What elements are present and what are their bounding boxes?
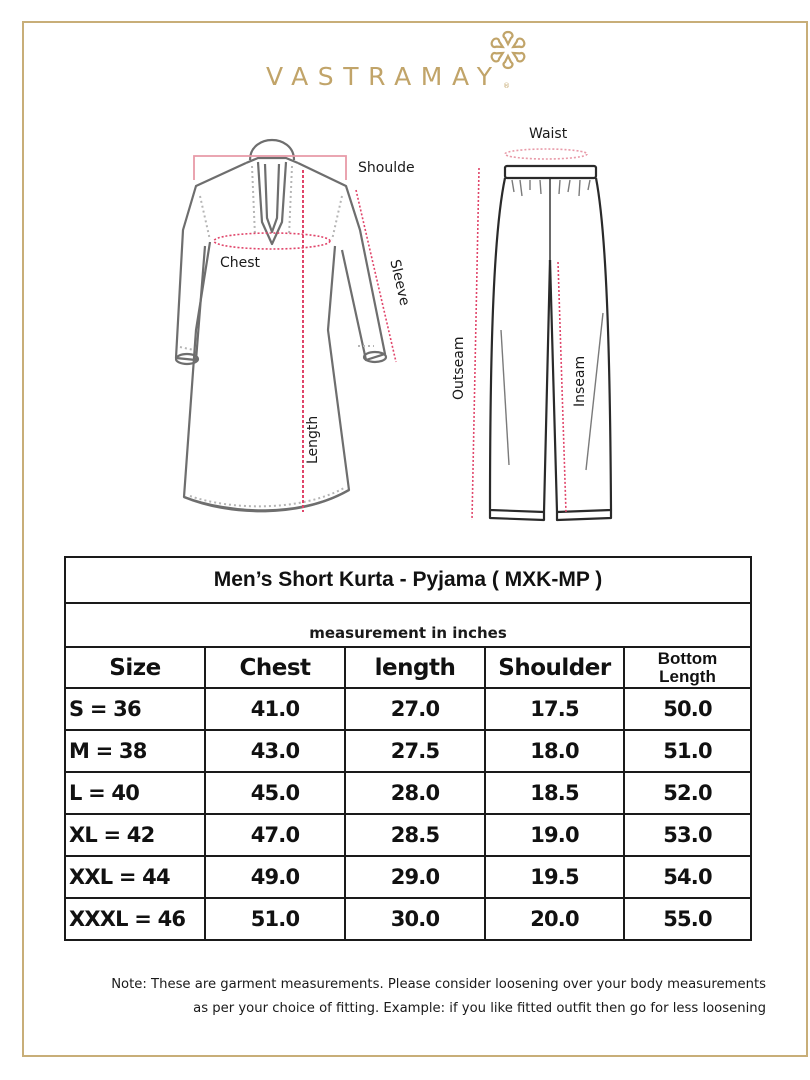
header-shoulder: Shoulder	[485, 647, 624, 688]
label-shoulder: Shoulde	[358, 160, 415, 176]
table-header-row	[65, 647, 751, 688]
header-length: length	[345, 647, 485, 688]
table-row	[65, 814, 751, 856]
table-title: Men’s Short Kurta - Pyjama ( MXK-MP )	[65, 557, 751, 603]
header-bottom-length-line2: Length	[659, 666, 716, 686]
cell-bottom-length: 53.0	[624, 814, 751, 856]
table-row	[65, 730, 751, 772]
label-chest: Chest	[220, 255, 261, 271]
cell-shoulder: 17.5	[485, 688, 624, 730]
brand-name: VASTRAMAY	[266, 62, 502, 91]
table-row	[65, 898, 751, 940]
cell-chest: 41.0	[205, 688, 345, 730]
cell-length: 28.0	[345, 772, 485, 814]
table-row	[65, 688, 751, 730]
cell-size: M = 38	[65, 730, 205, 772]
cell-bottom-length: 54.0	[624, 856, 751, 898]
table-title-row	[65, 557, 751, 603]
cell-chest: 47.0	[205, 814, 345, 856]
cell-chest: 49.0	[205, 856, 345, 898]
kurta-measure-lines	[194, 156, 396, 512]
header-size: Size	[65, 647, 205, 688]
label-inseam: Inseam	[572, 355, 588, 407]
header-chest: Chest	[205, 647, 345, 688]
note-line-2: as per your choice of fitting. Example: if you like fitted outfit then go for less loosening	[193, 1001, 766, 1016]
table-row	[65, 856, 751, 898]
kurta-illustration	[176, 140, 386, 511]
cell-shoulder: 18.0	[485, 730, 624, 772]
cell-size: XXL = 44	[65, 856, 205, 898]
cell-size: XL = 42	[65, 814, 205, 856]
cell-length: 30.0	[345, 898, 485, 940]
label-outseam: Outseam	[451, 336, 467, 400]
cell-size: XXXL = 46	[65, 898, 205, 940]
cell-chest: 45.0	[205, 772, 345, 814]
cell-size: S = 36	[65, 688, 205, 730]
registered-mark: ®	[503, 82, 510, 90]
table-subtitle: measurement in inches	[65, 603, 751, 647]
cell-length: 29.0	[345, 856, 485, 898]
cell-bottom-length: 50.0	[624, 688, 751, 730]
cell-shoulder: 19.5	[485, 856, 624, 898]
table-subtitle-row	[65, 603, 751, 647]
label-sleeve: Sleeve	[386, 258, 413, 308]
cell-size: L = 40	[65, 772, 205, 814]
cell-bottom-length: 55.0	[624, 898, 751, 940]
cell-shoulder: 20.0	[485, 898, 624, 940]
cell-length: 28.5	[345, 814, 485, 856]
pyjama-illustration	[490, 166, 611, 520]
note-line-1: Note: These are garment measurements. Please consider loosening over your body measurements	[111, 977, 766, 992]
cell-chest: 43.0	[205, 730, 345, 772]
table-row	[65, 772, 751, 814]
cell-length: 27.0	[345, 688, 485, 730]
label-length: Length	[305, 415, 321, 464]
cell-bottom-length: 51.0	[624, 730, 751, 772]
cell-shoulder: 18.5	[485, 772, 624, 814]
header-bottom-length-line1: Bottom	[657, 648, 718, 668]
cell-bottom-length: 52.0	[624, 772, 751, 814]
header-bottom-length	[624, 647, 751, 688]
cell-shoulder: 19.0	[485, 814, 624, 856]
label-waist: Waist	[529, 126, 568, 142]
cell-length: 27.5	[345, 730, 485, 772]
size-chart-table	[64, 556, 752, 941]
cell-chest: 51.0	[205, 898, 345, 940]
